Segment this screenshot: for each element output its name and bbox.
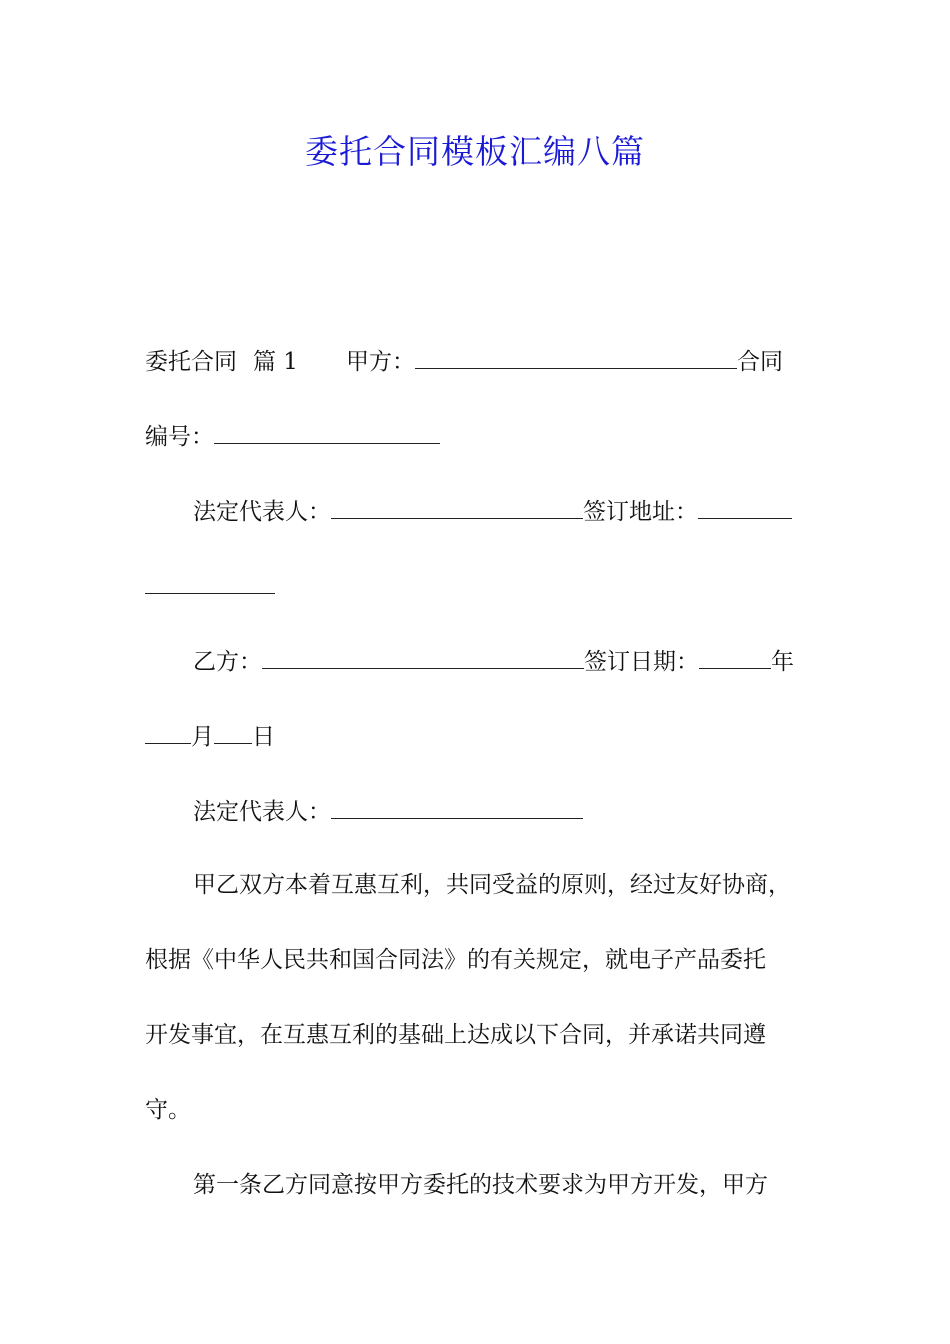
heading-prefix: 委托合同 <box>145 349 237 375</box>
day-label: 日 <box>252 724 275 750</box>
party-b-blank <box>262 640 584 669</box>
contract-no-label-part2: 编号： <box>145 424 214 450</box>
contract-no-blank <box>214 415 440 444</box>
document-title: 委托合同模板汇编八篇 <box>305 132 645 171</box>
legal-rep-blank-2 <box>331 790 583 819</box>
legal-rep-line-2 <box>193 790 815 832</box>
date-cont-line <box>145 715 815 757</box>
sign-place-label: 签订地址： <box>583 499 698 525</box>
heading-section: 篇 1 <box>253 349 298 375</box>
party-b-label: 乙方： <box>193 649 262 675</box>
month-label: 月 <box>191 724 214 750</box>
day-blank <box>214 715 252 744</box>
legal-rep-label-2: 法定代表人： <box>193 799 331 825</box>
contract-no-line <box>145 415 815 457</box>
heading-line <box>145 340 815 382</box>
sign-place-blank <box>698 490 792 519</box>
para1-line4: 守。 <box>145 1097 191 1123</box>
legal-rep-blank <box>331 490 583 519</box>
year-blank <box>699 640 771 669</box>
legal-rep-label: 法定代表人： <box>193 499 331 525</box>
para1-line2: 根据《中华人民共和国合同法》的有关规定，就电子产品委托 <box>145 947 766 973</box>
year-label: 年 <box>771 649 794 675</box>
sign-place-blank-cont <box>145 565 275 594</box>
para1-line1: 甲乙双方本着互惠互利，共同受益的原则，经过友好协商， <box>193 872 791 898</box>
contract-no-label-part1: 合同 <box>736 349 783 375</box>
para1-line3: 开发事宜，在互惠互利的基础上达成以下合同，并承诺共同遵 <box>145 1022 766 1048</box>
sign-place-cont-line <box>145 565 815 607</box>
article1-line1: 第一条乙方同意按甲方委托的技术要求为甲方开发，甲方 <box>193 1172 768 1198</box>
sign-date-label: 签订日期： <box>584 649 699 675</box>
party-a-blank <box>415 340 737 369</box>
party-b-line <box>193 640 815 682</box>
month-blank <box>145 715 191 744</box>
legal-rep-line <box>193 490 815 532</box>
party-a-label: 甲方： <box>345 349 415 375</box>
